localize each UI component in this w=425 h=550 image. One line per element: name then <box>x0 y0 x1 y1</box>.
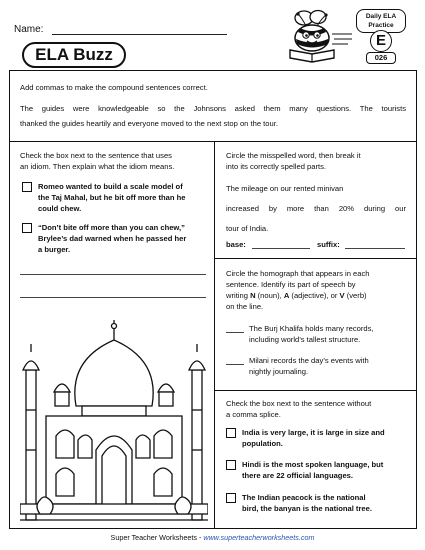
verb-letter: V <box>339 291 345 300</box>
comma-splice-option-1-line: population. <box>242 439 283 448</box>
badge-line-1: Daily ELA <box>365 13 397 20</box>
noun-letter: N <box>250 291 256 300</box>
comma-splice-option-3-line: The Indian peacock is the national <box>242 493 366 502</box>
homograph-item-2-line: Milani records the day’s events with <box>249 356 369 365</box>
task3-sentence-line: increased by more than 20% during our <box>226 204 406 213</box>
task3-instruction-line: Circle the misspelled word, then break it <box>226 151 361 160</box>
task3-instruction-line: into its correctly spelled parts. <box>226 162 327 171</box>
idiom-option-2-line: “Don’t bite off more than you can chew,” <box>38 223 185 232</box>
base-answer-line[interactable] <box>252 248 310 249</box>
idiom-answer-line[interactable] <box>20 274 206 275</box>
comma-splice-option-1-checkbox[interactable] <box>226 428 236 438</box>
text-part: (adjective), or <box>289 291 340 300</box>
idiom-option-1-line: the Taj Mahal, but he bit off more than he <box>38 193 186 202</box>
task5-instruction-line: Check the box next to the sentence without <box>226 399 372 408</box>
page-title: ELA Buzz <box>22 42 126 68</box>
homograph-answer-line[interactable] <box>226 364 244 365</box>
task1-sentence-line: thanked the guides heartily and everyone moved to the next stop on the tour. <box>20 119 278 128</box>
comma-splice-option-1-line: India is very large, it is large in size and <box>242 428 385 437</box>
bee-icon <box>282 8 354 68</box>
idiom-option-2-line: a burger. <box>38 245 71 254</box>
idiom-option-1-checkbox[interactable] <box>22 182 32 192</box>
divider <box>9 141 417 142</box>
idiom-answer-line[interactable] <box>20 297 206 298</box>
suffix-label: suffix: <box>317 240 340 249</box>
taj-mahal-illustration <box>20 310 208 528</box>
name-field[interactable] <box>52 34 227 35</box>
task3-sentence-line: The mileage on our rented minivan <box>226 184 344 193</box>
homograph-item-2-line: nightly journaling. <box>249 367 309 376</box>
task3-sentence-line: tour of India. <box>226 224 269 233</box>
comma-splice-option-2-line: Hindi is the most spoken language, but <box>242 460 384 469</box>
divider <box>214 390 417 391</box>
comma-splice-option-3-line: bird, the banyan is the national tree. <box>242 504 372 513</box>
homograph-answer-line[interactable] <box>226 332 244 333</box>
comma-splice-option-3-checkbox[interactable] <box>226 493 236 503</box>
idiom-option-2-checkbox[interactable] <box>22 223 32 233</box>
idiom-option-1-line: Romeo wanted to build a scale model of <box>38 182 183 191</box>
badge-line-2: Practice <box>368 22 394 29</box>
idiom-option-2-line: Brylee’s dad warned when he passed her <box>38 234 187 243</box>
comma-splice-option-2-checkbox[interactable] <box>226 460 236 470</box>
footer-text: Super Teacher Worksheets - <box>110 533 204 542</box>
task4-instruction-line: sentence. Identify its part of speech by <box>226 280 356 289</box>
task1-instruction: Add commas to make the compound sentences correct. <box>20 83 208 92</box>
level-letter-badge: E <box>370 30 392 52</box>
homograph-item-1-line: The Burj Khalifa holds many records, <box>249 324 374 333</box>
text-part: (verb) <box>344 291 367 300</box>
divider <box>214 141 215 529</box>
base-label: base: <box>226 240 246 249</box>
adjective-letter: A <box>283 291 290 300</box>
divider <box>214 258 417 259</box>
idiom-option-1-line: could chew. <box>38 204 82 213</box>
worksheet-number-badge: 026 <box>366 52 396 64</box>
homograph-item-1-line: including world’s tallest structure. <box>249 335 361 344</box>
footer-link[interactable]: www.superteacherworksheets.com <box>203 533 315 542</box>
name-label: Name: <box>14 24 44 35</box>
text-part: (noun), <box>255 291 284 300</box>
footer <box>0 533 425 542</box>
task1-sentence-line: The guides were knowledgeable so the Johnsons asked them many questions. The tourists <box>20 104 406 113</box>
task4-instruction-line: Circle the homograph that appears in each <box>226 269 370 278</box>
task4-instruction-line: on the line. <box>226 302 264 311</box>
task5-instruction-line: a comma splice. <box>226 410 281 419</box>
task2-instruction-line: Check the box next to the sentence that uses <box>20 151 172 160</box>
task2-instruction-line: an idiom. Then explain what the idiom means. <box>20 162 175 171</box>
comma-splice-option-2-line: there are 22 official languages. <box>242 471 353 480</box>
text-part: writing <box>226 291 251 300</box>
suffix-answer-line[interactable] <box>345 248 405 249</box>
